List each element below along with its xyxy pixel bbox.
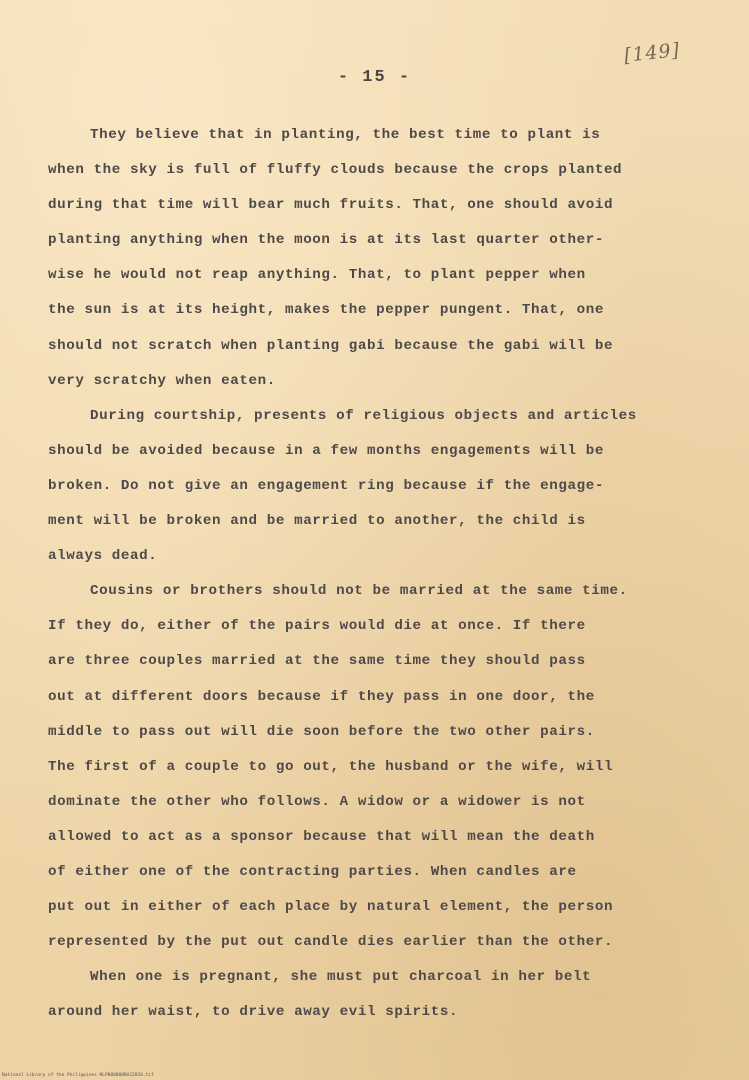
text-line: dominate the other who follows. A widow or a widower is not: [48, 793, 586, 810]
text-line: During courtship, presents of religious objects and articles: [90, 407, 637, 424]
text-line: of either one of the contracting parties. When candles are: [48, 863, 577, 880]
text-line: wise he would not reap anything. That, to plant pepper when: [48, 267, 586, 284]
text-line: should not scratch when planting gabi because the gabi will be: [48, 337, 614, 354]
text-line: middle to pass out will die soon before the two other pairs.: [48, 723, 595, 740]
text-line: planting anything when the moon is at its last quarter other-: [48, 232, 604, 249]
text-line: around her waist, to drive away evil spirits.: [48, 1004, 459, 1021]
text-line: ment will be broken and be married to another, the child is: [48, 513, 586, 530]
text-line: put out in either of each place by natural element, the person: [48, 899, 614, 916]
page-number: - 15 -: [337, 68, 412, 87]
text-line: If they do, either of the pairs would die at once. If there: [48, 618, 586, 635]
text-line: Cousins or brothers should not be married at the same time.: [90, 583, 628, 600]
text-line: during that time will bear much fruits. That, one should avoid: [48, 197, 614, 214]
text-line: They believe that in planting, the best time to plant is: [90, 127, 601, 143]
text-line: should be avoided because in a few months engagements will be: [48, 442, 604, 459]
handwritten-archive-number: [149]: [623, 39, 682, 67]
text-line: when the sky is full of fluffy clouds because the crops planted: [48, 162, 623, 179]
text-line: When one is pregnant, she must put charcoal in her belt: [90, 969, 592, 986]
typewritten-body: [48, 118, 708, 1030]
text-line: broken. Do not give an engagement ring because if the engage-: [48, 477, 604, 494]
text-line: allowed to act as a sponsor because that will mean the death: [48, 828, 595, 845]
text-line: The first of a couple to go out, the husband or the wife, will: [48, 758, 614, 775]
text-line: always dead.: [48, 548, 158, 565]
text-line: represented by the put out candle dies earlier than the other.: [48, 934, 614, 951]
text-line: are three couples married at the same time they should pass: [48, 653, 586, 670]
footer-source-note: National Library of the Philippines NLP000000RA22010.tif: [2, 1073, 154, 1078]
text-line: very scratchy when eaten.: [48, 372, 276, 389]
text-line: out at different doors because if they pass in one door, the: [48, 688, 595, 705]
text-line: the sun is at its height, makes the pepper pungent. That, one: [48, 302, 604, 319]
